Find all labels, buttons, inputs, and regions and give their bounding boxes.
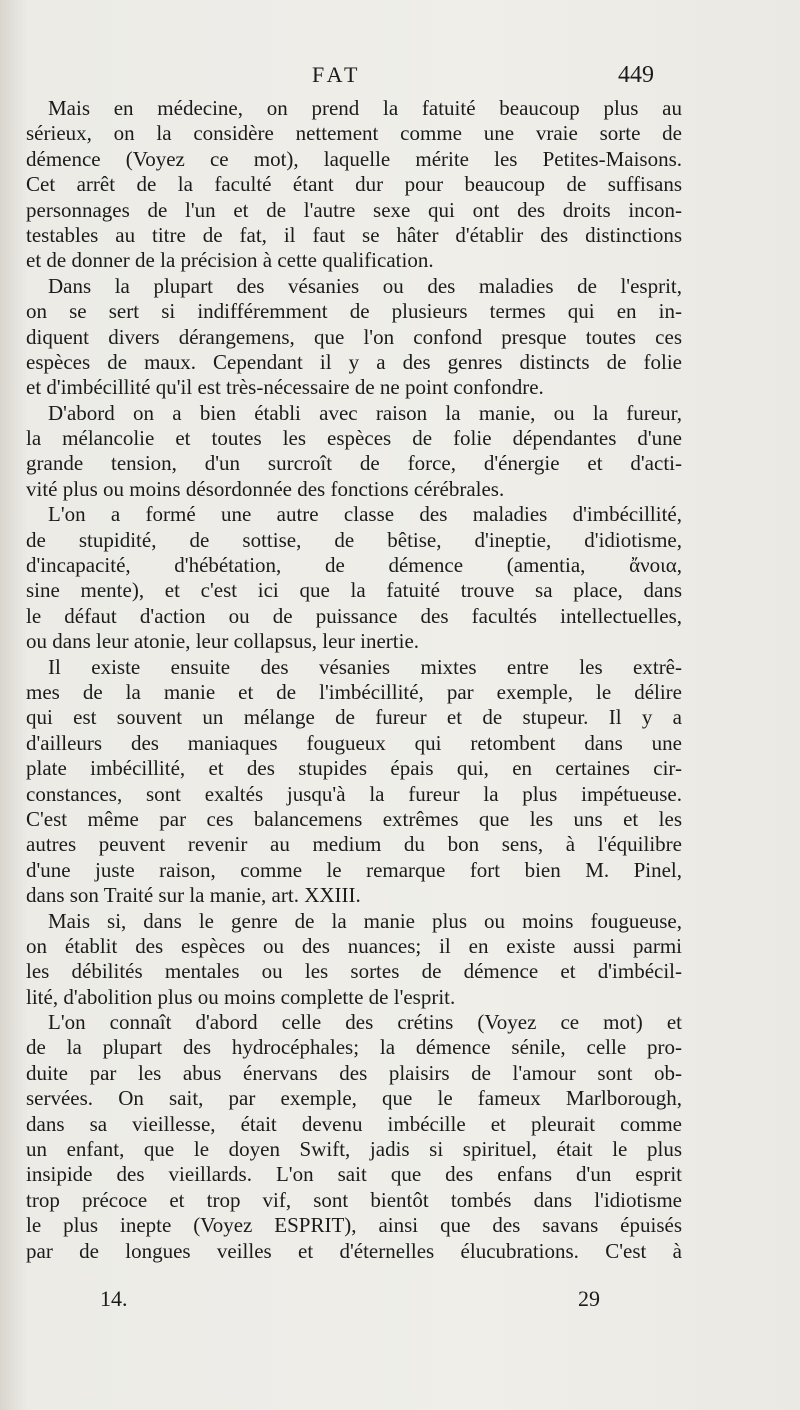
text-line: le plus inepte (Voyez ESPRIT), ainsi que des savans épuisés [26,1213,682,1238]
text-line: trop précoce et trop vif, sont bientôt tombés dans l'idiotisme [26,1187,682,1212]
text-line: autres peuvent revenir au medium du bon sens, à l'équilibre [26,832,682,857]
text-line: personnages de l'un et de l'autre sexe qui ont des droits incon- [26,197,682,222]
text-line: le défaut d'action ou de puissance des facultés intellectuelles, [26,603,682,628]
running-head [0,62,800,92]
page-footer [0,1286,800,1316]
text-line: lité, d'abolition plus ou moins complette de l'esprit. [26,984,456,1009]
text-line: de la plupart des hydrocéphales; la démence sénile, celle pro- [26,1035,682,1060]
text-line: grande tension, d'un surcroît de force, d'énergie et d'acti- [26,451,682,476]
text-line: sérieux, on la considère nettement comme une vraie sorte de [26,121,682,146]
text-line: démence (Voyez ce mot), laquelle mérite les Petites-Maisons. [26,146,682,171]
text-line: diquent divers dérangemens, que l'on confond presque toutes ces [26,324,682,349]
text-line: espèces de maux. Cependant il y a des genres distincts de folie [26,349,682,374]
text-line: dans sa vieillesse, était devenu imbécille et pleurait comme [26,1111,682,1136]
text-line: L'on a formé une autre classe des maladies d'imbécillité, [48,502,682,527]
text-line: ou dans leur atonie, leur collapsus, leur inertie. [26,629,420,654]
text-line: d'ailleurs des maniaques fougueux qui retombent dans une [26,730,682,755]
text-line: insipide des vieillards. L'on sait que des enfans d'un esprit [26,1162,682,1187]
text-line: Mais si, dans le genre de la manie plus ou moins fougueuse, [48,908,682,933]
text-line: testables au titre de fat, il faut se hâter d'établir des distinctions [26,222,682,247]
text-line: d'une juste raison, comme le remarque fort bien M. Pinel, [26,857,682,882]
text-line: un enfant, que le doyen Swift, jadis si spirituel, était le plus [26,1137,682,1162]
body-text [26,96,682,1264]
text-line: de stupidité, de sottise, de bêtise, d'ineptie, d'idiotisme, [26,527,682,552]
text-line: constances, sont exaltés jusqu'à la fureur la plus impétueuse. [26,781,682,806]
text-line: les débilités mentales ou les sortes de démence et d'imbécil- [26,959,682,984]
gathering-signature: 29 [578,1286,600,1311]
text-line: et de donner de la précision à cette qualification. [26,248,434,273]
volume-signature: 14. [100,1286,128,1311]
text-line: on établit des espèces ou des nuances; il en existe aussi parmi [26,933,682,958]
text-line: sine mente), et c'est ici que la fatuité trouve sa place, dans [26,578,682,603]
text-line: Dans la plupart des vésanies ou des maladies de l'esprit, [48,273,682,298]
text-line: Il existe ensuite des vésanies mixtes entre les extrê- [48,654,682,679]
text-line: vité plus ou moins désordonnée des fonctions cérébrales. [26,476,505,501]
text-line: par de longues veilles et d'éternelles élucubrations. C'est à [26,1238,682,1263]
text-line: d'incapacité, d'hébétation, de démence (amentia, ἄνοια, [26,553,682,578]
text-line: et d'imbécillité qu'il est très-nécessaire de ne point confondre. [26,375,544,400]
text-line: la mélancolie et toutes les espèces de folie dépendantes d'une [26,426,682,451]
text-line: qui est souvent un mélange de fureur et de stupeur. Il y a [26,705,682,730]
text-line: mes de la manie et de l'imbécillité, par exemple, le délire [26,679,682,704]
page-number: 449 [618,62,654,88]
running-title: FAT [312,62,362,87]
text-line: plate imbécillité, et des stupides épais qui, en certaines cir- [26,756,682,781]
text-line: on se sert si indifféremment de plusieurs termes qui en in- [26,299,682,324]
text-line: L'on connaît d'abord celle des crétins (Voyez ce mot) et [48,1010,682,1035]
text-line: servées. On sait, par exemple, que le fameux Marlborough, [26,1086,682,1111]
text-line: dans son Traité sur la manie, art. XXIII. [26,883,361,908]
text-line: D'abord on a bien établi avec raison la manie, ou la fureur, [48,400,682,425]
text-line: Cet arrêt de la faculté étant dur pour beaucoup de suffisans [26,172,682,197]
text-line: Mais en médecine, on prend la fatuité beaucoup plus au [48,96,682,120]
text-line: duite par les abus énervans des plaisirs de l'amour sont ob- [26,1060,682,1085]
text-line: C'est même par ces balancemens extrêmes que les uns et les [26,806,682,831]
